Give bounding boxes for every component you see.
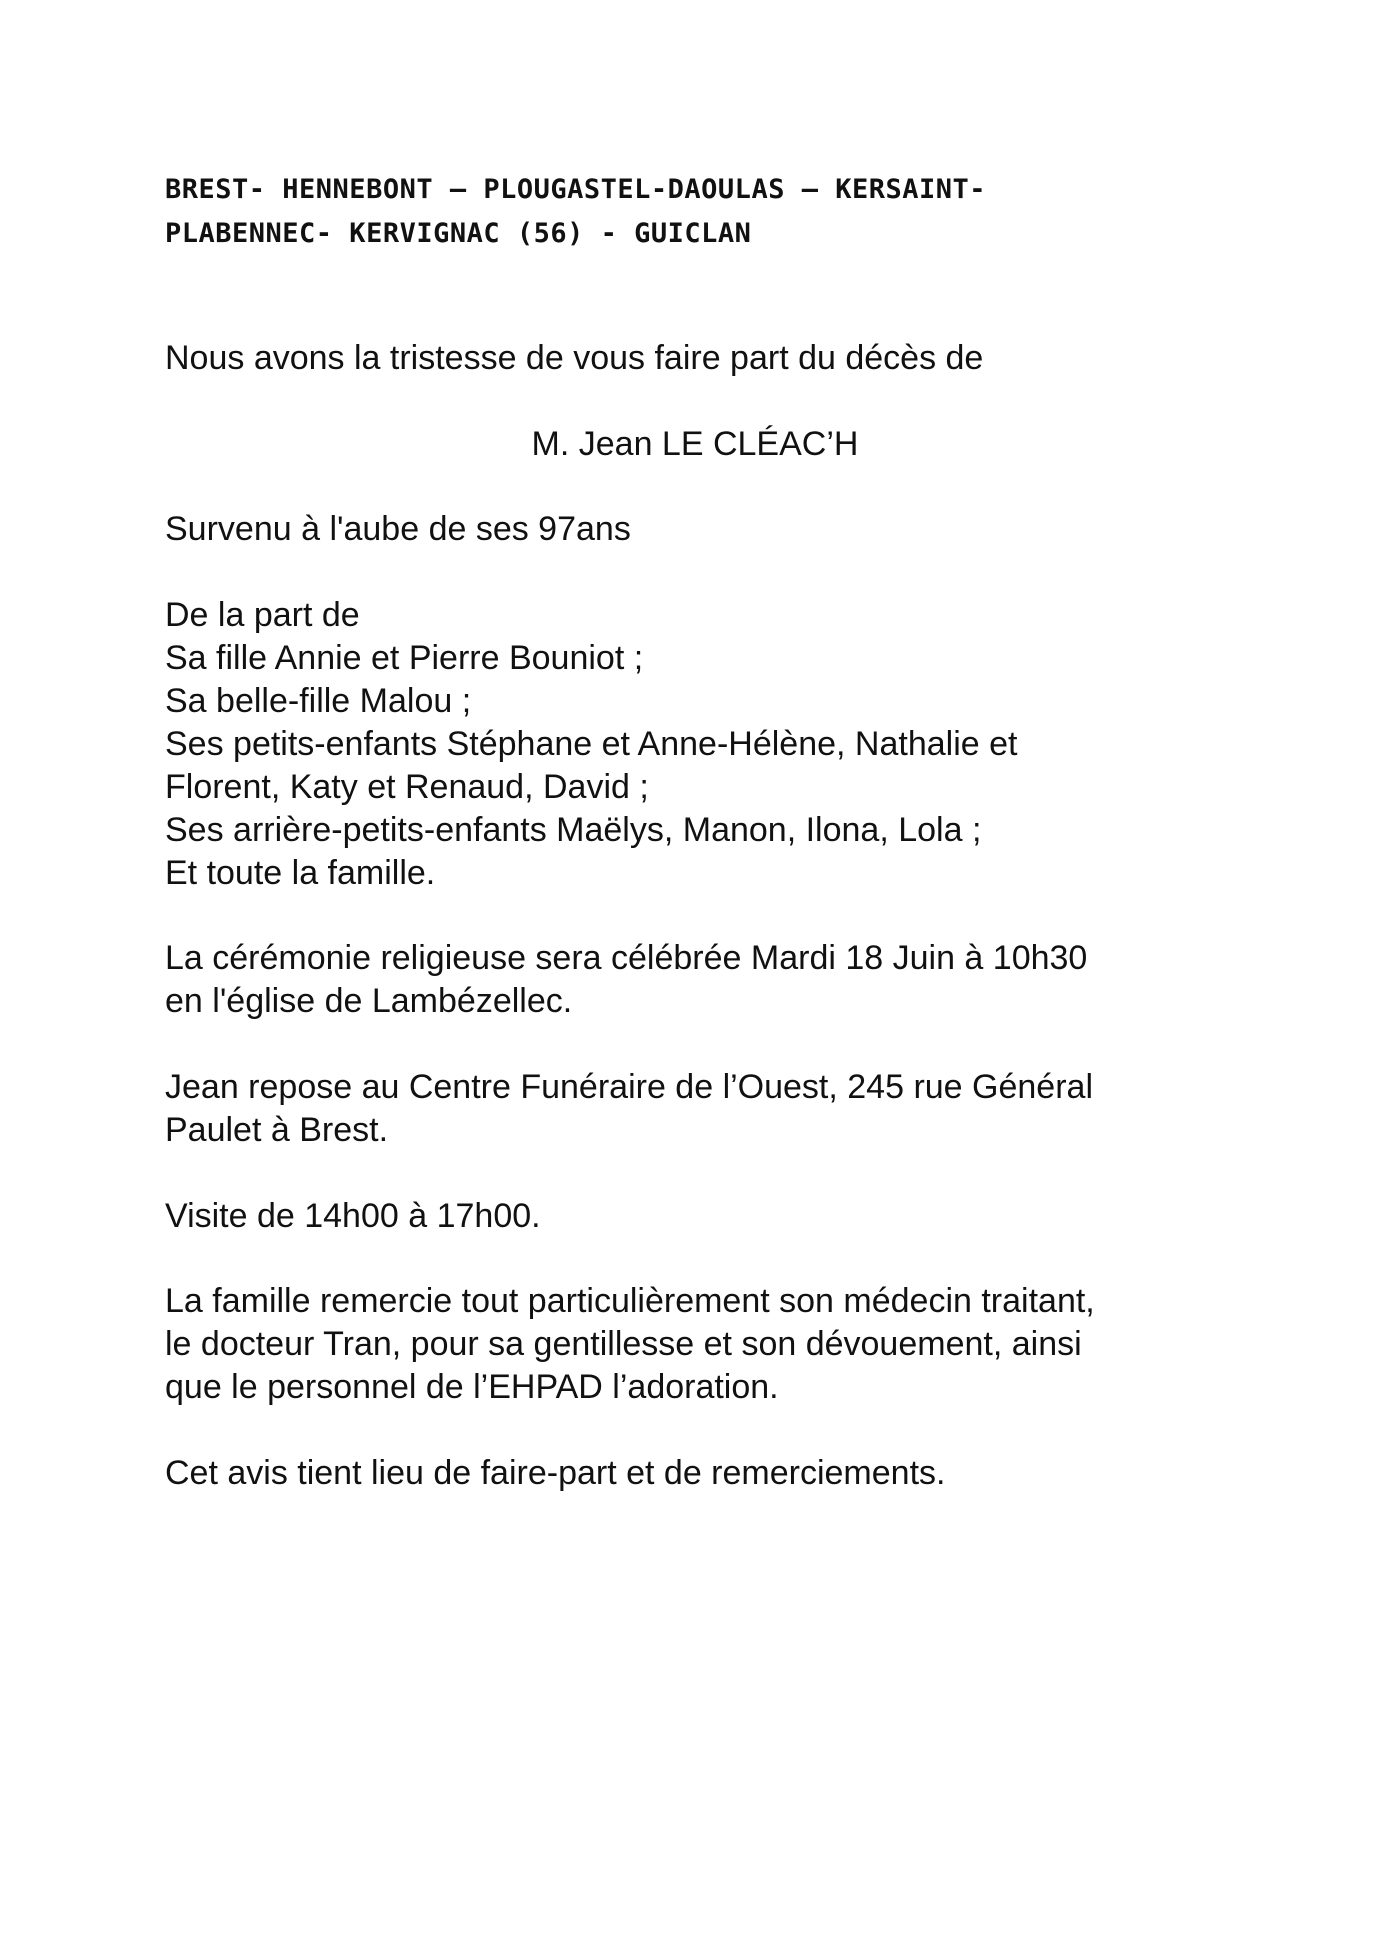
intro-text: Nous avons la tristesse de vous faire part du décès de [165,339,984,377]
locations-header [165,168,1225,256]
rest-place-line: Paulet à Brest. [165,1111,389,1149]
ceremony-line: en l'église de Lambézellec. [165,982,573,1020]
locations-line-1: BREST- HENNEBONT – PLOUGASTEL-DAOULAS – KERSAINT- [165,174,987,205]
visit-hours: Visite de 14h00 à 17h00. [165,1197,541,1235]
thanks-line: La famille remercie tout particulièrement son médecin traitant, [165,1282,1095,1320]
rest-place-section [165,1066,1225,1152]
family-from: De la part de [165,596,360,634]
closing-text: Cet avis tient lieu de faire-part et de remerciements. [165,1454,946,1492]
family-line: Florent, Katy et Renaud, David ; [165,768,649,806]
family-line: Sa belle-fille Malou ; [165,682,472,720]
rest-place-line: Jean repose au Centre Funéraire de l’Ouest, 245 rue Général [165,1068,1093,1106]
deceased-name: M. Jean LE CLÉAC’H [531,425,859,463]
locations-line-2: PLABENNEC- KERVIGNAC (56) - GUICLAN [165,218,752,249]
thanks-line: le docteur Tran, pour sa gentillesse et son dévouement, ainsi [165,1325,1082,1363]
family-section [165,594,1225,895]
thanks-section [165,1280,1225,1409]
family-line: Et toute la famille. [165,854,436,892]
family-line: Sa fille Annie et Pierre Bouniot ; [165,639,644,677]
age-line: Survenu à l'aube de ses 97ans [165,510,631,548]
thanks-line: que le personnel de l’EHPAD l’adoration. [165,1368,779,1406]
ceremony-line: La cérémonie religieuse sera célébrée Mardi 18 Juin à 10h30 [165,939,1088,977]
family-line: Ses arrière-petits-enfants Maëlys, Manon, Ilona, Lola ; [165,811,982,849]
ceremony-section [165,937,1225,1023]
family-line: Ses petits-enfants Stéphane et Anne-Hélène, Nathalie et [165,725,1018,763]
